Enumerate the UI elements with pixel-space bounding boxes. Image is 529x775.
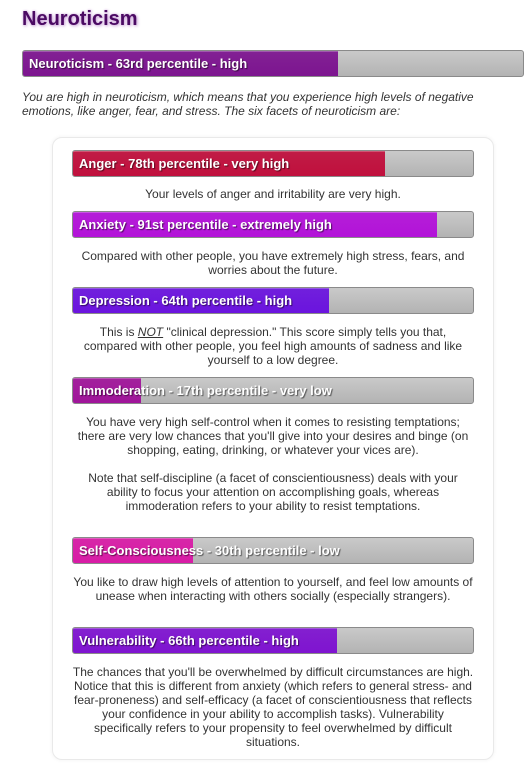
facet-label-depression: Depression - 64th percentile - high <box>79 293 293 308</box>
facet-label-anger: Anger - 78th percentile - very high <box>79 156 290 171</box>
facet-bar-vulnerability <box>72 627 474 654</box>
facet-description-vulnerability <box>72 665 474 749</box>
facet-description-anxiety <box>72 249 474 277</box>
facet-bar-self-consciousness <box>72 537 474 564</box>
facet-description-self-consciousness <box>72 575 474 603</box>
facet-description-text <box>72 325 474 367</box>
facet-label-self-consciousness: Self-Consciousness - 30th percentile - low <box>79 543 340 558</box>
facet-description-text: The chances that you'll be overwhelmed by difficult circumstances are high. Notice that this is different from anxiety (which refers to general stress- and fear-proneness) and self-efficacy (a facet of conscientiousness that reflects your confidence in your ability to accomplish tasks). Vulnerability specifically refers to your propensity to feel overwhelmed by difficult situations. <box>72 665 474 749</box>
facet-bar-immoderation <box>72 377 474 404</box>
facet-description-text: You like to draw high levels of attention to yourself, and feel low amounts of unease when interacting with others socially (especially strangers). <box>73 575 473 603</box>
facet-description-anger <box>72 187 474 201</box>
facet-bar-depression <box>72 287 474 314</box>
facet-label-vulnerability: Vulnerability - 66th percentile - high <box>79 633 299 648</box>
facet-description-note: Note that self-discipline (a facet of conscientiousness) deals with your ability to focus your attention on accomplishing goals, whereas immoderation refers to your ability to resist temptations. <box>88 471 458 513</box>
description-pre: This is <box>99 325 138 339</box>
facet-label-immoderation: Immoderation - 17th percentile - very low <box>79 383 332 398</box>
facet-bar-anxiety <box>72 211 474 238</box>
facet-description-text: Compared with other people, you have extremely high stress, fears, and worries about the future. <box>81 249 465 277</box>
description-emphasis: NOT <box>137 325 164 339</box>
intro-text: You are high in neuroticism, which means that you experience high levels of negative emotions, like anger, fear, and stress. The six facets of neuroticism are: <box>22 90 474 118</box>
facet-description-immoderation <box>72 415 474 513</box>
facet-description-text: You have very high self-control when it comes to resisting temptations; there are very low chances that you'll give into your desires and binge (on shopping, eating, drinking, or whatever your vices are). <box>77 415 469 457</box>
description-post: "clinical depression." This score simply tells you that, compared with other people, you feel high amounts of sadness and like yourself to a low degree. <box>83 325 463 367</box>
facet-description-depression <box>72 325 474 367</box>
neuroticism-score-label: Neuroticism - 63rd percentile - high <box>29 56 248 71</box>
page-title: Neuroticism <box>22 8 138 30</box>
facet-description-text: Your levels of anger and irritability are very high. <box>145 187 401 201</box>
facet-bar-anger <box>72 150 474 177</box>
neuroticism-score-bar <box>22 50 524 77</box>
facet-label-anxiety: Anxiety - 91st percentile - extremely high <box>79 217 332 232</box>
